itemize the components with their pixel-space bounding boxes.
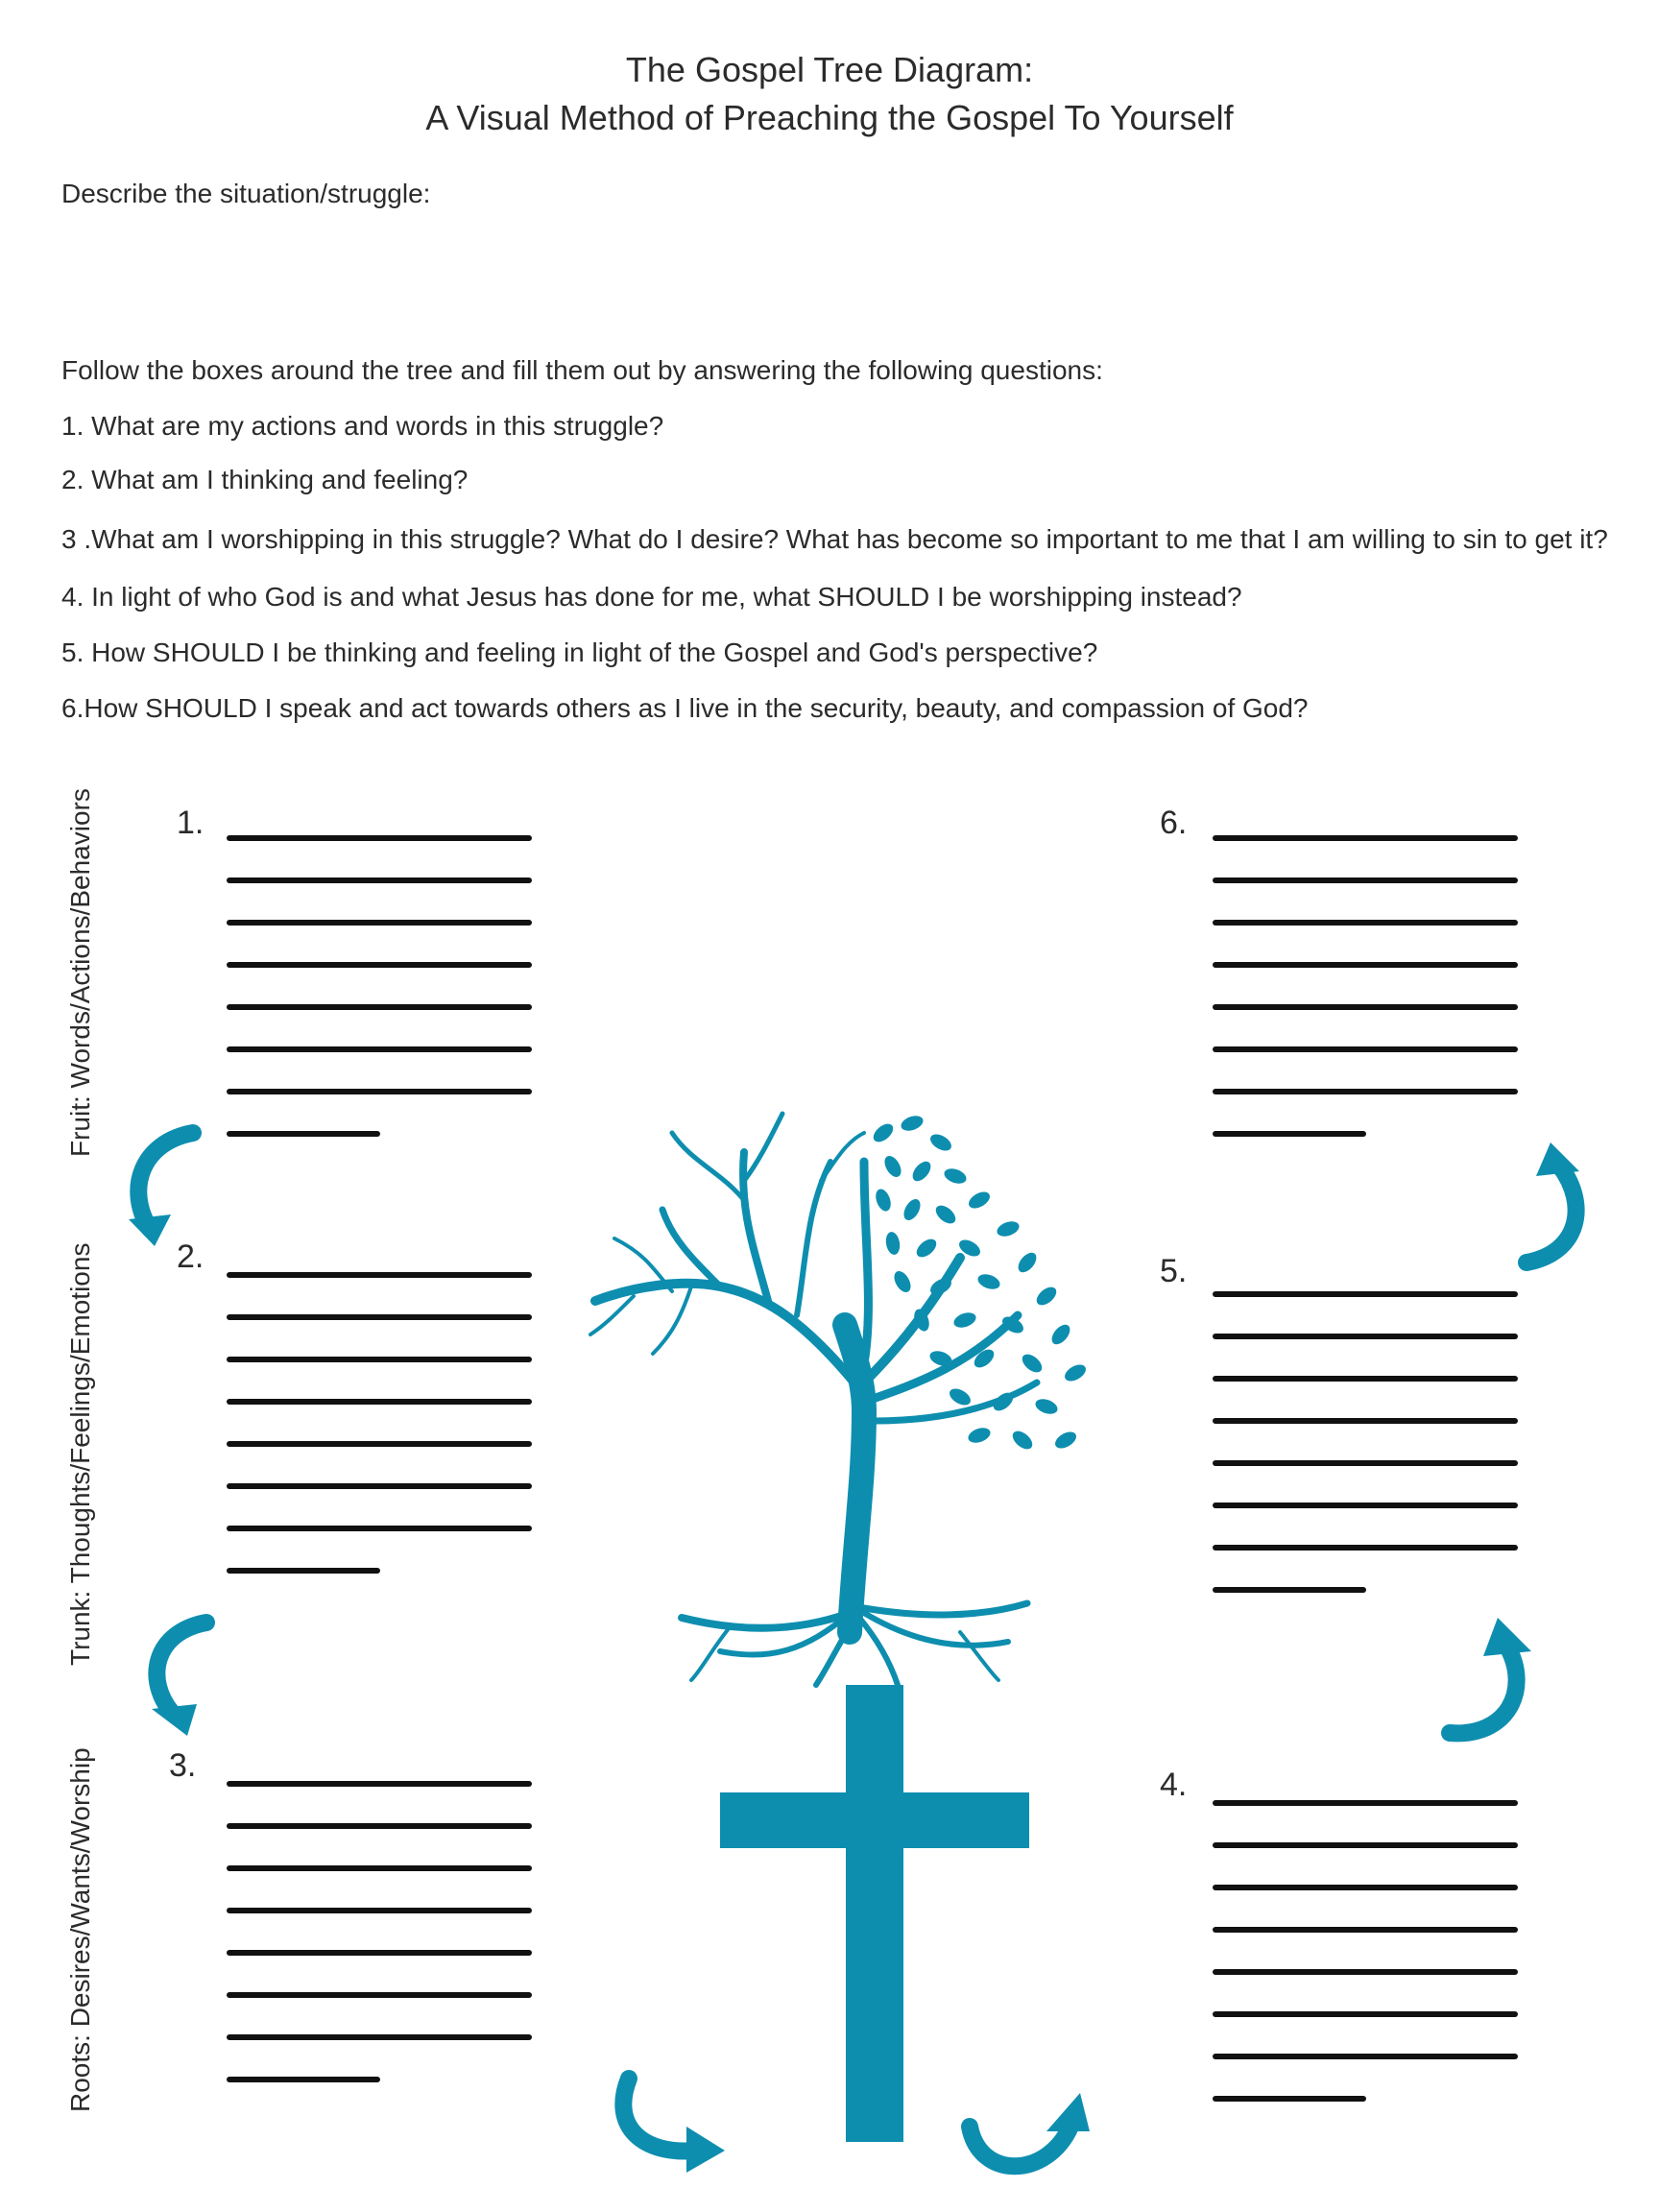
answer-line[interactable] — [1213, 1004, 1518, 1010]
answer-line[interactable] — [1213, 1800, 1518, 1806]
side-label-fruit: Fruit: Words/Actions/Behaviors — [65, 788, 95, 1157]
box-number-2: 2. — [177, 1238, 204, 1275]
answer-line[interactable] — [227, 1483, 532, 1489]
answer-line[interactable] — [1213, 1545, 1518, 1551]
answer-line[interactable] — [1213, 1046, 1518, 1052]
answer-line[interactable] — [227, 1399, 532, 1405]
tree-icon — [576, 1094, 1114, 1671]
page-title-line-2: A Visual Method of Preaching the Gospel To Yourself — [425, 98, 1234, 137]
answer-line[interactable] — [1213, 878, 1518, 883]
answer-line[interactable] — [227, 920, 532, 926]
answer-line[interactable] — [227, 1823, 532, 1829]
answer-line[interactable] — [1213, 1089, 1518, 1094]
answer-line[interactable] — [227, 1357, 532, 1362]
answer-line[interactable] — [1213, 1334, 1518, 1339]
answer-line[interactable] — [227, 1865, 532, 1871]
answer-line[interactable] — [227, 1908, 532, 1913]
box-number-3: 3. — [169, 1747, 197, 1784]
answer-line[interactable] — [1213, 962, 1518, 968]
page-title-line-1: The Gospel Tree Diagram: — [625, 50, 1034, 89]
cross-icon — [720, 1685, 1029, 2142]
answer-line[interactable] — [227, 878, 532, 883]
answer-line[interactable] — [1213, 1131, 1366, 1137]
side-label-trunk: Trunk: Thoughts/Feelings/Emotions — [65, 1242, 95, 1666]
answer-line[interactable] — [1213, 1376, 1518, 1382]
answer-line[interactable] — [227, 2034, 532, 2040]
curved-arrow-icon — [960, 2088, 1094, 2194]
answer-line[interactable] — [1213, 1842, 1518, 1848]
question-4: 4. In light of who God is and what Jesus has done for me, what SHOULD I be worshipping instead? — [61, 582, 1242, 612]
box-number-4: 4. — [1160, 1767, 1188, 1803]
answer-line[interactable] — [1213, 2011, 1518, 2017]
answer-line[interactable] — [1213, 835, 1518, 841]
answer-line[interactable] — [227, 2077, 380, 2082]
side-label-roots: Roots: Desires/Wants/Worship — [65, 1747, 95, 2112]
answer-line[interactable] — [227, 1526, 532, 1531]
situation-prompt: Describe the situation/struggle: — [61, 179, 431, 208]
question-2: 2. What am I thinking and feeling? — [61, 465, 469, 494]
answer-line[interactable] — [227, 835, 532, 841]
answer-line[interactable] — [1213, 1927, 1518, 1933]
answer-line[interactable] — [1213, 920, 1518, 926]
question-6: 6.How SHOULD I speak and act towards others as I live in the security, beauty, and compassion of God? — [61, 693, 1309, 723]
curved-arrow-icon — [1440, 1613, 1546, 1747]
answer-line[interactable] — [1213, 1291, 1518, 1297]
curved-arrow-icon — [1507, 1138, 1594, 1272]
answer-line[interactable] — [227, 1046, 532, 1052]
answer-line[interactable] — [227, 1568, 380, 1574]
answer-line[interactable] — [227, 1314, 532, 1320]
answer-line[interactable] — [227, 1781, 532, 1787]
answer-line[interactable] — [1213, 1587, 1366, 1593]
question-1: 1. What are my actions and words in this struggle? — [61, 411, 664, 441]
answer-line[interactable] — [227, 1131, 380, 1137]
answer-line[interactable] — [227, 1272, 532, 1278]
curved-arrow-icon — [605, 2069, 730, 2175]
curved-arrow-icon — [134, 1613, 221, 1738]
box-number-5: 5. — [1160, 1253, 1188, 1289]
question-5: 5. How SHOULD I be thinking and feeling in light of the Gospel and God's perspective? — [61, 637, 1098, 667]
box-number-6: 6. — [1160, 805, 1188, 841]
answer-line[interactable] — [1213, 1460, 1518, 1466]
answer-line[interactable] — [227, 1004, 532, 1010]
answer-line[interactable] — [227, 1992, 532, 1998]
answer-line[interactable] — [227, 1441, 532, 1447]
answer-line[interactable] — [1213, 1885, 1518, 1890]
answer-line[interactable] — [227, 1950, 532, 1956]
answer-line[interactable] — [1213, 1969, 1518, 1975]
instructions: Follow the boxes around the tree and fill them out by answering the following questions: — [61, 355, 1103, 385]
answer-line[interactable] — [1213, 2096, 1366, 2102]
answer-line[interactable] — [1213, 2054, 1518, 2059]
curved-arrow-icon — [121, 1123, 207, 1248]
question-3: 3 .What am I worshipping in this struggle? What do I desire? What has become so important to me that I am willing to sin to get it? — [61, 524, 1608, 554]
answer-line[interactable] — [1213, 1503, 1518, 1508]
answer-line[interactable] — [227, 1089, 532, 1094]
answer-line[interactable] — [1213, 1418, 1518, 1424]
box-number-1: 1. — [177, 805, 204, 841]
answer-line[interactable] — [227, 962, 532, 968]
